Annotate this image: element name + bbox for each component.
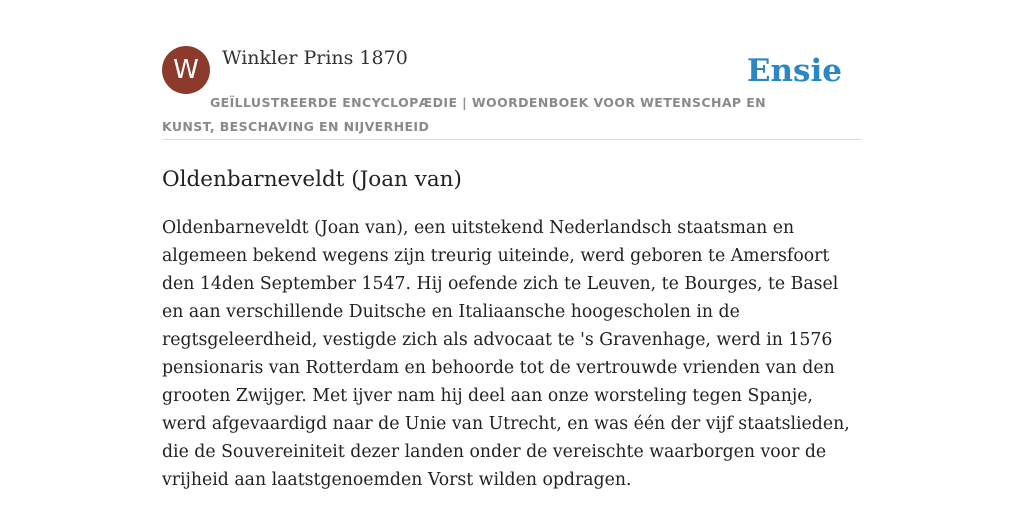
source-subtitle: GEÏLLUSTREERDE ENCYCLOPÆDIE | WOORDENBOEK VOOR WETENSCHAP EN KUNST, BESCHAVING EN NIJVERHEID	[162, 95, 767, 134]
article-page	[162, 46, 862, 494]
article-title: Oldenbarneveldt (Joan van)	[162, 167, 462, 192]
ensie-logo[interactable]: Ensie	[746, 53, 842, 89]
source-title[interactable]: Winkler Prins 1870	[222, 47, 408, 69]
article-body: Oldenbarneveldt (Joan van), een uitstekend Nederlandsch staatsman en algemeen bekend wegens zijn treurig uiteinde, werd geboren te Amersfoort den 14den September 1547. Hij oefende zich te Leuven, te Bourges, te Basel en aan verschillende Duitsche en Italiaansche hoogescholen in de regtsgeleerdheid, vestigde zich als advocaat te 's Gravenhage, werd in 1576 pensionaris van Rotterdam en behoorde tot de vertrouwde vrienden van den grooten Zwijger. Met ijver nam hij deel aan onze worsteling tegen Spanje, werd afgevaardigd naar de Unie van Utrecht, en was één der vijf staatslieden, die de Souvereiniteit dezer landen onder de vereischte waarborgen voor de vrijheid aan laatstgenoemden Vorst wilden opdragen.	[162, 218, 850, 490]
source-avatar[interactable]: W	[162, 46, 210, 94]
source-header	[162, 46, 862, 140]
